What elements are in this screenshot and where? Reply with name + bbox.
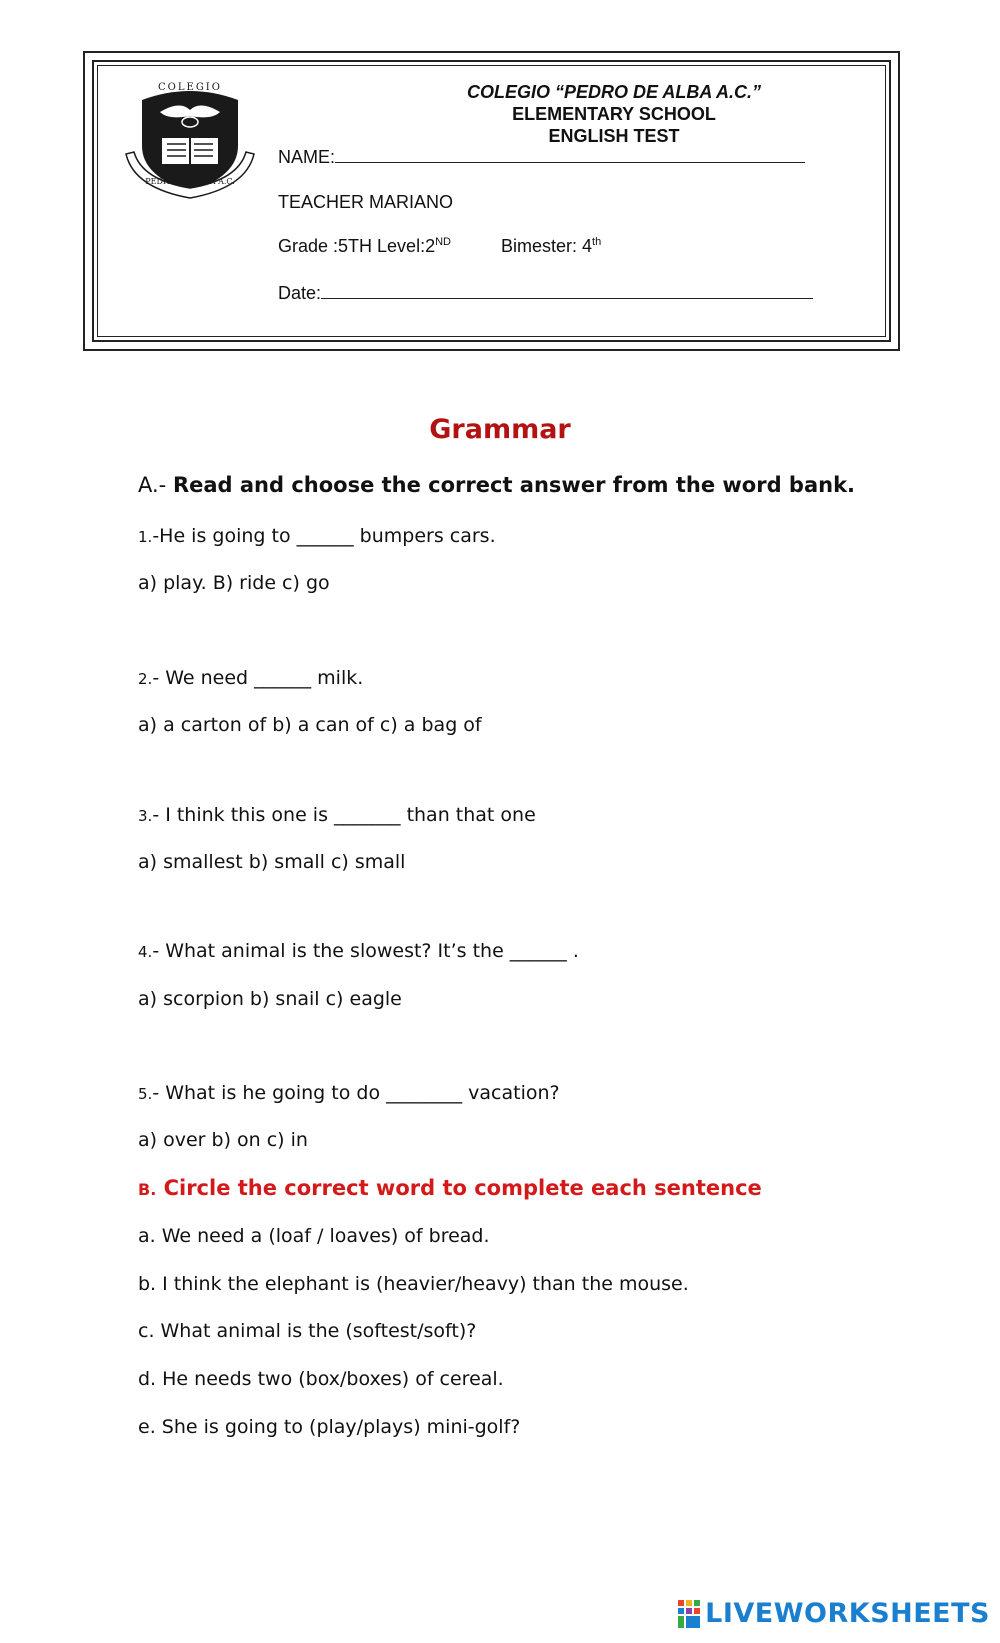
liveworksheets-footer[interactable] <box>677 1598 990 1629</box>
section-b-item-b[interactable]: b. I think the elephant is (heavier/heavy) than the mouse. <box>138 1273 689 1295</box>
question-1-options[interactable]: a) play. B) ride c) go <box>138 572 330 594</box>
test-title: ENGLISH TEST <box>548 126 680 146</box>
header-box <box>83 51 900 351</box>
question-text: - I think this one is _______ than that one <box>152 804 536 826</box>
question-2 <box>138 667 363 689</box>
question-5 <box>138 1082 560 1104</box>
date-label: Date: <box>278 283 322 303</box>
name-label: NAME: <box>278 147 336 167</box>
school-level: ELEMENTARY SCHOOL <box>512 104 716 124</box>
liveworksheets-logo-icon <box>677 1599 701 1629</box>
question-text: - What is he going to do ________ vacation? <box>152 1082 560 1104</box>
question-1 <box>138 525 496 547</box>
question-4-options[interactable]: a) scorpion b) snail c) eagle <box>138 988 402 1010</box>
section-b-item-c[interactable]: c. What animal is the (softest/soft)? <box>138 1320 477 1342</box>
section-b-item-a[interactable]: a. We need a (loaf / loaves) of bread. <box>138 1225 490 1247</box>
bimester <box>501 236 601 257</box>
date-field[interactable] <box>278 282 813 304</box>
name-blank-line[interactable] <box>335 146 805 163</box>
grade-label: Grade :5TH Level:2 <box>278 236 436 256</box>
liveworksheets-brand: LIVEWORKSHEETS <box>705 1598 990 1629</box>
question-text: - We need ______ milk. <box>152 667 364 689</box>
teacher-name: TEACHER MARIANO <box>278 192 454 212</box>
logo-text-bottom: PEDRO DE ALBA A.C. <box>145 177 235 186</box>
date-blank-line[interactable] <box>321 282 813 299</box>
section-a-prefix: A.- <box>138 473 173 497</box>
section-b-heading <box>138 1176 762 1200</box>
school-name: COLEGIO “PEDRO DE ALBA A.C.” <box>466 82 761 102</box>
question-5-options[interactable]: a) over b) on c) in <box>138 1129 308 1151</box>
question-number: 5. <box>138 1085 153 1103</box>
question-number: 4. <box>138 943 153 961</box>
question-3-options[interactable]: a) smallest b) small c) small <box>138 851 406 873</box>
bimester-label: Bimester: 4 <box>501 236 593 256</box>
question-3 <box>138 804 536 826</box>
question-4 <box>138 940 579 962</box>
page-title: Grammar <box>429 414 571 445</box>
question-text: - What animal is the slowest? It’s the ______ . <box>152 940 579 962</box>
header-box-inner <box>92 60 891 342</box>
section-b-instruction: Circle the correct word to complete each sentence <box>156 1176 762 1200</box>
question-number: 2. <box>138 670 153 688</box>
section-b-prefix: B. <box>138 1180 157 1199</box>
grade-level <box>278 236 451 257</box>
question-number: 3. <box>138 807 153 825</box>
bimester-sup: th <box>592 236 602 248</box>
school-crest-logo <box>120 76 260 201</box>
section-b-item-e[interactable]: e. She is going to (play/plays) mini-golf? <box>138 1416 521 1438</box>
question-2-options[interactable]: a) a carton of b) a can of c) a bag of <box>138 714 482 736</box>
question-number: 1. <box>138 528 153 546</box>
question-text: -He is going to ______ bumpers cars. <box>152 525 496 547</box>
grade-sup: ND <box>435 236 451 248</box>
name-field[interactable] <box>278 146 805 168</box>
section-a-instruction: Read and choose the correct answer from the word bank. <box>172 473 856 497</box>
section-a-heading <box>138 473 855 497</box>
section-b-item-d[interactable]: d. He needs two (box/boxes) of cereal. <box>138 1368 504 1390</box>
logo-text-top: COLEGIO <box>158 82 222 93</box>
